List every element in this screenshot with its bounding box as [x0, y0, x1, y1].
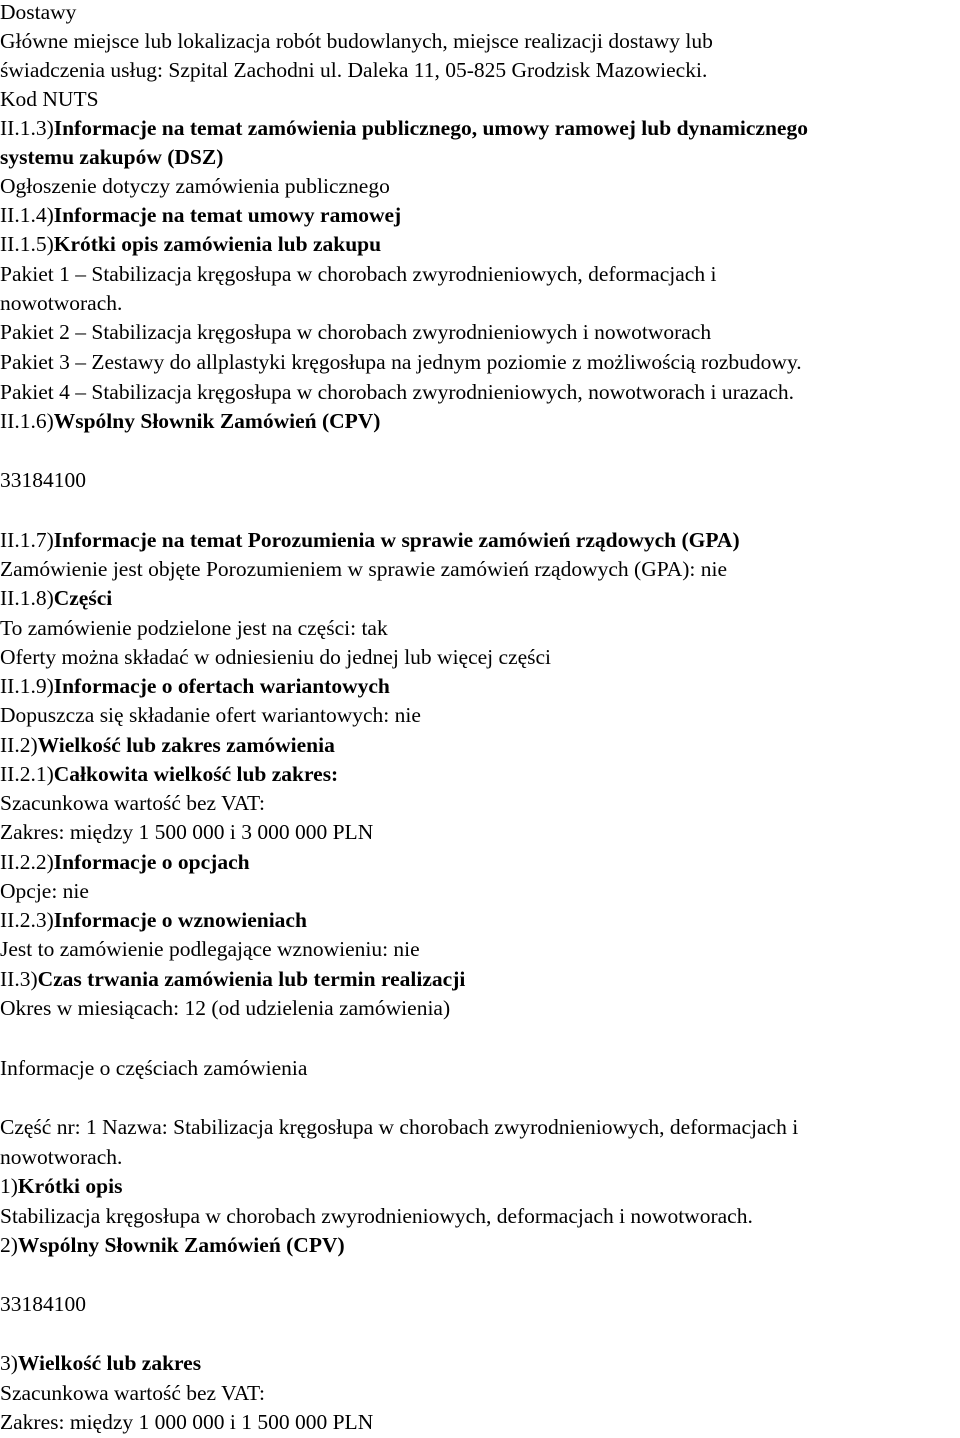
section-heading: [0, 1174, 122, 1198]
section-number: II.1.8): [0, 586, 54, 610]
section-title: Czas trwania zamówienia lub termin realizacji: [37, 967, 466, 991]
text-line: Zakres: między 1 000 000 i 1 500 000 PLN: [0, 1410, 374, 1434]
text-line: Kod NUTS: [0, 87, 99, 111]
section-heading: [0, 967, 465, 991]
section-number: II.1.3): [0, 116, 54, 140]
section-heading: [0, 1351, 201, 1375]
text-line: Pakiet 3 – Zestawy do allplastyki kręgosłupa na jednym poziomie z możliwością rozbudowy.: [0, 350, 802, 374]
text-line: Część nr: 1 Nazwa: Stabilizacja kręgosłupa w chorobach zwyrodnieniowych, deformacjach i: [0, 1115, 799, 1139]
text-line: Szacunkowa wartość bez VAT:: [0, 791, 266, 815]
text-line: Dostawy: [0, 0, 77, 24]
section-title: Informacje o opcjach: [53, 850, 250, 874]
section-number: II.2.1): [0, 762, 54, 786]
text-line: Główne miejsce lub lokalizacja robót budowlanych, miejsce realizacji dostawy lub: [0, 29, 713, 53]
text-line: Oferty można składać w odniesieniu do jednej lub więcej części: [0, 645, 552, 669]
text-line: Dopuszcza się składanie ofert wariantowych: nie: [0, 703, 421, 727]
section-number: 1): [0, 1174, 18, 1198]
section-number: II.2.3): [0, 908, 54, 932]
section-number: II.1.6): [0, 409, 54, 433]
section-heading: [0, 733, 335, 757]
section-number: II.2.2): [0, 850, 54, 874]
section-heading: [0, 203, 401, 227]
text-line: Opcje: nie: [0, 879, 89, 903]
text-line: To zamówienie podzielone jest na części: tak: [0, 616, 388, 640]
section-title: Wspólny Słownik Zamówień (CPV): [53, 409, 381, 433]
section-number: II.1.7): [0, 528, 54, 552]
section-title: Informacje o wznowieniach: [53, 908, 307, 932]
section-number: II.3): [0, 967, 38, 991]
text-line: Okres w miesiącach: 12 (od udzielenia zamówienia): [0, 996, 451, 1020]
section-title: Informacje na temat zamówienia publicznego, umowy ramowej lub dynamicznego: [53, 116, 808, 140]
section-title: Informacje na temat umowy ramowej: [53, 203, 402, 227]
section-heading: [0, 586, 112, 610]
text-line: Pakiet 4 – Stabilizacja kręgosłupa w chorobach zwyrodnieniowych, nowotworach i urazach.: [0, 380, 795, 404]
text-line: Pakiet 1 – Stabilizacja kręgosłupa w chorobach zwyrodnieniowych, deformacjach i: [0, 262, 717, 286]
section-heading: [0, 528, 740, 552]
section-number: II.2): [0, 733, 38, 757]
section-number: 2): [0, 1233, 18, 1257]
section-title: Informacje na temat Porozumienia w sprawie zamówień rządowych (GPA): [53, 528, 740, 552]
section-number: II.1.4): [0, 203, 54, 227]
text-line: Zakres: między 1 500 000 i 3 000 000 PLN: [0, 820, 374, 844]
section-heading: [0, 1233, 345, 1257]
section-heading: [0, 908, 307, 932]
section-number: II.1.9): [0, 674, 54, 698]
text-line: 33184100: [0, 1292, 86, 1316]
text-line: 33184100: [0, 468, 86, 492]
text-line: Pakiet 2 – Stabilizacja kręgosłupa w chorobach zwyrodnieniowych i nowotworach: [0, 320, 712, 344]
section-title: systemu zakupów (DSZ): [0, 145, 224, 169]
section-heading: [0, 116, 808, 140]
section-heading: [0, 145, 223, 169]
section-title: Krótki opis zamówienia lub zakupu: [53, 232, 382, 256]
text-line: świadczenia usług: Szpital Zachodni ul. Daleka 11, 05-825 Grodzisk Mazowiecki.: [0, 58, 708, 82]
text-line: Szacunkowa wartość bez VAT:: [0, 1381, 266, 1405]
section-title: Krótki opis: [17, 1174, 123, 1198]
section-title: Wielkość lub zakres zamówienia: [37, 733, 335, 757]
text-line: nowotworach.: [0, 1145, 123, 1169]
text-line: Stabilizacja kręgosłupa w chorobach zwyrodnieniowych, deformacjach i nowotworach.: [0, 1204, 753, 1228]
text-line: nowotworach.: [0, 291, 123, 315]
section-heading: [0, 232, 381, 256]
text-line: Jest to zamówienie podlegające wznowieniu: nie: [0, 937, 420, 961]
section-title: Wspólny Słownik Zamówień (CPV): [17, 1233, 345, 1257]
section-number: II.1.5): [0, 232, 54, 256]
section-heading: [0, 674, 390, 698]
section-title: Części: [53, 586, 113, 610]
section-heading: [0, 762, 338, 786]
text-line: Zamówienie jest objęte Porozumieniem w sprawie zamówień rządowych (GPA): nie: [0, 557, 728, 581]
section-heading: [0, 409, 380, 433]
section-title: Całkowita wielkość lub zakres:: [53, 762, 339, 786]
section-title: Informacje o ofertach wariantowych: [53, 674, 390, 698]
section-number: 3): [0, 1351, 18, 1375]
section-title: Wielkość lub zakres: [17, 1351, 202, 1375]
text-line: Ogłoszenie dotyczy zamówienia publicznego: [0, 174, 390, 198]
text-line: Informacje o częściach zamówienia: [0, 1056, 308, 1080]
section-heading: [0, 850, 250, 874]
